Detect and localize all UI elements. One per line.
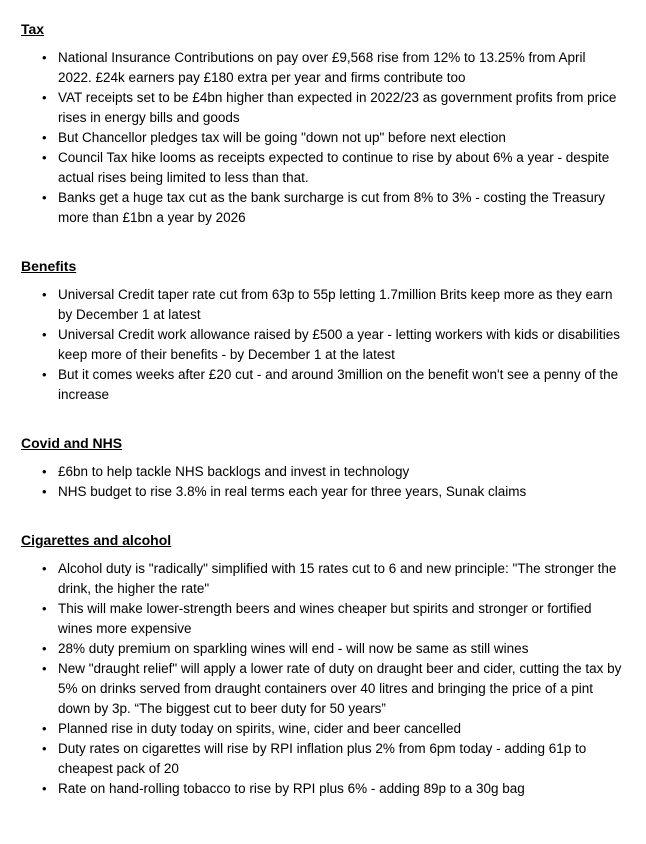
bullet-list (21, 462, 623, 502)
section-cigarettes-and-alcohol (21, 530, 628, 799)
bullet-item: • 28% duty premium on sparkling wines will end - will now be same as still wines (21, 639, 623, 659)
section-benefits (21, 256, 628, 405)
section-covid-and-nhs (21, 433, 628, 502)
bullet-item: • But it comes weeks after £20 cut - and around 3million on the benefit won't see a penny of the increase (21, 365, 623, 405)
bullet-item: • But Chancellor pledges tax will be going "down not up" before next election (21, 128, 623, 148)
section-heading: Tax (21, 21, 45, 37)
bullet-item: • Universal Credit work allowance raised by £500 a year - letting workers with kids or disabilities keep more of their benefits - by December 1 at the latest (21, 325, 623, 365)
bullet-item: • This will make lower-strength beers and wines cheaper but spirits and stronger or fortified wines more expensive (21, 599, 623, 639)
bullet-item: • Banks get a huge tax cut as the bank surcharge is cut from 8% to 3% - costing the Treasury more than £1bn a year by 2026 (21, 188, 623, 228)
bullet-item: • Council Tax hike looms as receipts expected to continue to rise by about 6% a year - despite actual rises being limited to less than that. (21, 148, 623, 188)
section-tax (21, 19, 628, 228)
bullet-item: • Rate on hand-rolling tobacco to rise by RPI plus 6% - adding 89p to a 30g bag (21, 779, 623, 799)
bullet-item: • Duty rates on cigarettes will rise by RPI inflation plus 2% from 6pm today - adding 61p to cheapest pack of 20 (21, 739, 623, 779)
bullet-item: • New "draught relief" will apply a lower rate of duty on draught beer and cider, cutting the tax by 5% on drinks served from draught containers over 40 litres and bringing the price of a pint down by 3p. “The biggest cut to beer duty for 50 years” (21, 659, 623, 719)
bullet-list (21, 559, 623, 799)
bullet-item: • VAT receipts set to be £4bn higher than expected in 2022/23 as government profits from price rises in energy bills and goods (21, 88, 623, 128)
bullet-item: • £6bn to help tackle NHS backlogs and invest in technology (21, 462, 623, 482)
bullet-list (21, 48, 623, 228)
bullet-list (21, 285, 623, 405)
section-heading: Benefits (21, 258, 77, 274)
bullet-item: • NHS budget to rise 3.8% in real terms each year for three years, Sunak claims (21, 482, 623, 502)
bullet-item: • Alcohol duty is "radically" simplified with 15 rates cut to 6 and new principle: "The stronger the drink, the higher the rate" (21, 559, 623, 599)
bullet-item: • National Insurance Contributions on pay over £9,568 rise from 12% to 13.25% from April 2022. £24k earners pay £180 extra per year and firms contribute too (21, 48, 623, 88)
bullet-item: • Planned rise in duty today on spirits, wine, cider and beer cancelled (21, 719, 623, 739)
section-heading: Cigarettes and alcohol (21, 532, 172, 548)
bullet-item: • Universal Credit taper rate cut from 63p to 55p letting 1.7million Brits keep more as they earn by December 1 at latest (21, 285, 623, 325)
section-heading: Covid and NHS (21, 435, 123, 451)
